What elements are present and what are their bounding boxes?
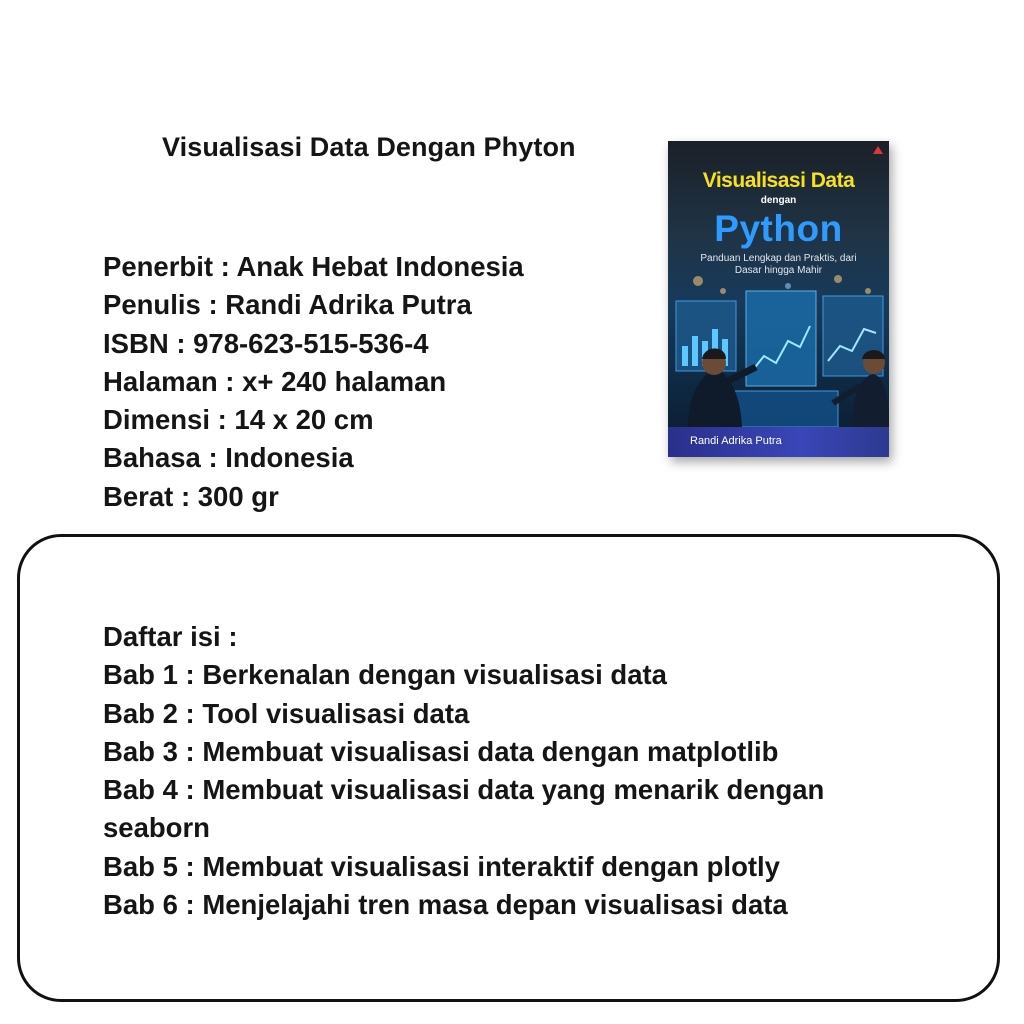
- pages-line: Halaman : x+ 240 halaman: [103, 365, 447, 397]
- cover-title-dengan: dengan: [760, 195, 797, 206]
- isbn-line: ISBN : 978-623-515-536-4: [103, 327, 429, 359]
- cover-title-python: Python: [714, 208, 843, 249]
- toc-heading: Daftar isi :: [103, 621, 238, 652]
- toc-chapter-6: Bab 6 : Menjelajahi tren masa depan visualisasi data: [103, 889, 788, 921]
- toc-chapter-3: Bab 3 : Membuat visualisasi data dengan matplotlib: [103, 735, 779, 767]
- toc-chapter-1: Bab 1 : Berkenalan dengan visualisasi data: [103, 659, 667, 691]
- language-line: Bahasa : Indonesia: [103, 442, 354, 474]
- toc-chapter-4: Bab 4 : Membuat visualisasi data yang menarik dengan seaborn: [103, 774, 825, 844]
- book-cover-image: [668, 141, 889, 457]
- toc-chapter-5: Bab 5 : Membuat visualisasi interaktif dengan plotly: [103, 850, 780, 882]
- cover-author: Randi Adrika Putra: [690, 435, 782, 447]
- cover-subtitle: Panduan Lengkap dan Praktis, dari Dasar hingga Mahir: [700, 253, 857, 276]
- toc-chapter-2: Bab 2 : Tool visualisasi data: [103, 697, 470, 729]
- dimensions-line: Dimensi : 14 x 20 cm: [103, 404, 374, 436]
- author-line: Penulis : Randi Adrika Putra: [103, 289, 472, 321]
- publisher-logo-icon: [873, 146, 883, 154]
- publisher-line: Penerbit : Anak Hebat Indonesia: [103, 251, 524, 282]
- book-title: Visualisasi Data Dengan Phyton: [162, 132, 576, 162]
- cover-author-bar: [668, 427, 889, 457]
- cover-title: Visualisasi Data: [702, 169, 855, 192]
- book-details: [103, 248, 623, 516]
- table-of-contents: [103, 618, 883, 924]
- weight-line: Berat : 300 gr: [103, 480, 279, 512]
